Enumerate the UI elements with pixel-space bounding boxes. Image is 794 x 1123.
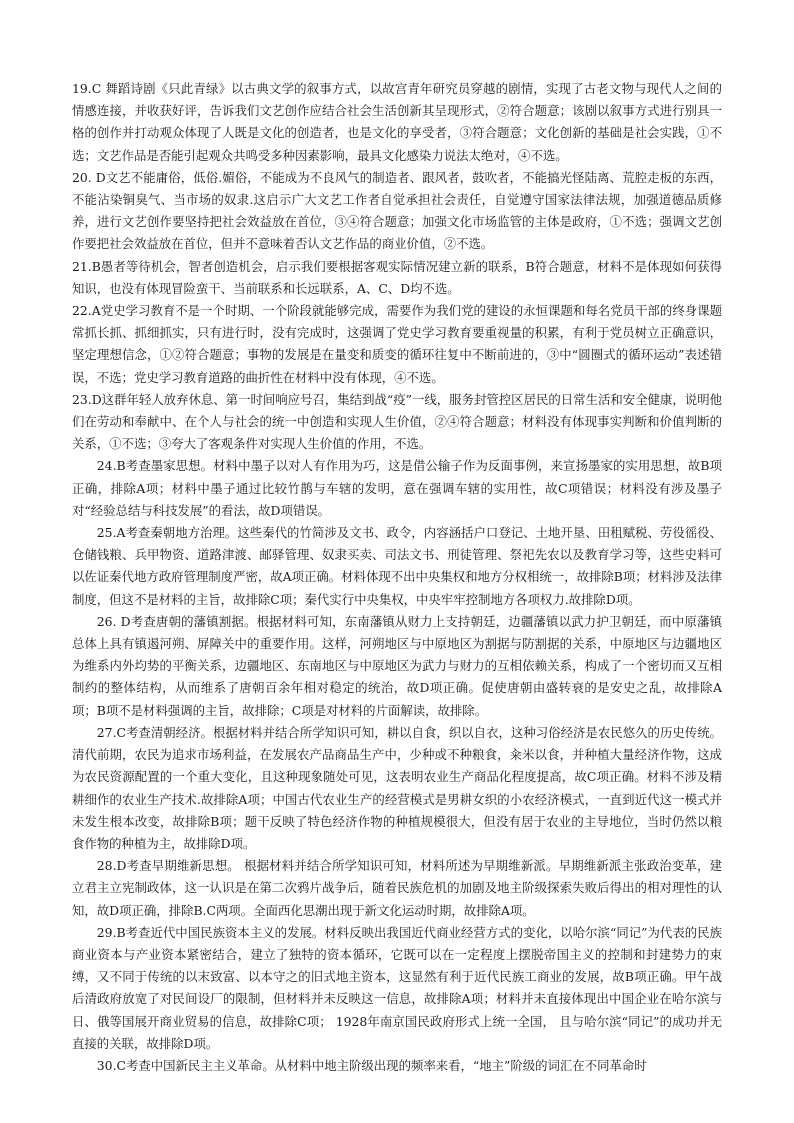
answer-paragraph-26: 26. D考查唐朝的藩镇割据。根据材料可知，东南藩镇从财力上支持朝廷，边疆藩镇以武力护卫朝廷，而中原藩镇总体上具有镇遏河朔、屏障关中的重要作用。这样，河朔地区与中原地区为割据与防割据的关系，中原地区与边疆地区为维系内外均势的平衡关系，边疆地区、东南地区与中原地区为武力与财力的互相依赖关系，构成了一个密切而又互相制约的整体结构，从而维系了唐朝百余年相对稳定的统治，故D项正确。促使唐朝由盛转衰的是安史之乱，故排除A项；B项不是材料强调的主旨，故排除；C项是对材料的片面解读，故排除。	[72, 613, 722, 718]
answer-paragraph-28: 28.D考查早期维新思想。 根据材料并结合所学知识可知，材料所述为早期维新派。早期维新派主张政治变革，建立君主立宪制政体，这一认识是在第二次鸦片战争后，随着民族危机的加剧及地主阶级探索失败后得出的相对理性的认知，故D项正确，排除B.C两项。全面西化思潮出现于新文化运动时期，故排除A项。	[72, 858, 722, 918]
answer-paragraph-27: 27.C考查清朝经济。根据材料并结合所学知识可知，耕以自食，织以自衣，这种习俗经济是农民悠久的历史传统。清代前期，农民为追求市场利益，在发展农产品商品生产中，少种或不种粮食，籴米以食，并种植大量经济作物，这成为农民资源配置的一个重大变化，且这种现象随处可见，这表明农业生产商品化程度提高，故C项正确。材料不涉及精耕细作的农业生产技术.故排除A项；中国古代农业生产的经营模式是男耕女织的小农经济模式，一直到近代这一模式并未发生根本改变，故排除B项；题干反映了特色经济作物的种植规模很大，但没有居于农业的主导地位，当时仍然以粮食作物的种植为主，故排除D项。	[72, 724, 722, 851]
answer-paragraph-23: 23.D这群年轻人放弃休息、第一时间响应号召，集结到战“疫”一线，服务封管控区居民的日常生活和安全健康，说明他们在劳动和奉献中、在个人与社会的统一中创造和实现人生价值，②④符合题意；材料没有体现事实判断和价值判断的关系，①不选；③夸大了客观条件对实现人生价值的作用，不选。	[72, 391, 722, 452]
answer-paragraph-24: 24.B考查墨家思想。材料中墨子以对人有作用为巧，这是借公输子作为反面事例，来宣扬墨家的实用思想，故B项正确，排除A项；材料中墨子通过比较竹鹊与车辖的发明，意在强调车辖的实用性，故C项错误；材料没有涉及墨子对“经验总结与科技发展”的看法，故D项错误。	[72, 458, 722, 518]
answer-paragraph-29: 29.B考查近代中国民族资本主义的发展。材料反映出我国近代商业经营方式的变化，以哈尔滨“同记”为代表的民族商业资本与产业资本紧密结合，建立了独特的资本循环，它既可以在一定程度上摆脱帝国主义的控制和封建势力的束缚，又不同于传统的以末致富、以本守之的旧式地主资本，这显然有利于近代民族工商业的发展，故B项正确。甲午战后清政府放宽了对民间设厂的限制，但材料并未反映这一信息，故排除A项；材料并未直接体现出中国企业在哈尔滨与日、俄等国展开商业贸易的信息，故排除C项； 1928年南京国民政府形式上统一全国， 且与哈尔滨“同记”的成功并无直接的关联，故排除D项。	[72, 924, 722, 1051]
answer-paragraph-22: 22.A党史学习教育不是一个时期、一个阶段就能够完成，需要作为我们党的建设的永恒课题和每名党员干部的终身课题常抓长抓、抓细抓实，只有进行时，没有完成时，这强调了党史学习教育要重视量的积累，有利于党员树立正确意识，坚定理想信念，①②符合题意；事物的发展是在量变和质变的循环往复中不断前进的，③中“圆圈式的循环运动”表述错误，不选；党史学习教育道路的曲折性在材料中没有体现，④不选。	[72, 303, 722, 385]
answer-paragraph-20: 20. D文艺不能庸俗，低俗.媚俗，不能成为不良风气的制造者、跟风者，鼓吹者，不能搞光怪陆离、荒腔走板的东西，不能沾染铜臭气、当市场的奴隶.这启示广大文艺工作者自觉承担社会责任，自觉遵守国家法律法规，加强道德品质修养，进行文艺创作要坚持把社会效益放在首位，③④符合题意；加强文化市场监管的主体是政府，①不选；强调文艺创作要把社会效益放在首位，但并不意味着否认文艺作品的商业价值，②不选。	[72, 169, 722, 252]
answer-paragraph-25: 25.A考查秦朝地方治理。这些秦代的竹简涉及文书、政令，内容涵括户口登记、土地开垦、田租赋税、劳役徭役、仓储钱粮、兵甲物资、道路津渡、邮驿管理、奴隶买卖、司法文书、刑徒管理、祭祀先农以及教育学习等，这些史料可以佐证秦代地方政府管理制度严密，故A项正确。材料体现不出中央集权和地方分权相统一，故排除B项；材料涉及法律制度，但这不是材料的主旨，故排除C项；秦代实行中央集权，中央牢牢控制地方各项权力.故排除D项。	[72, 525, 722, 607]
answer-paragraph-19: 19.C 舞蹈诗剧《只此青绿》以古典文学的叙事方式，以故宫青年研究员穿越的剧情，实现了古老文物与现代人之间的情感连接，并收获好评，告诉我们文艺创作应结合社会生活创新其呈现形式，②符合题意；该剧以叙事方式进行别具一格的创作并打动观众体现了人既是文化的创造者，也是文化的享受者，③符合题意；文化创新的基础是社会实践，①不选；文艺作品是否能引起观众共鸣受多种因素影响，最具文化感染力说法太绝对，④不选。	[72, 81, 722, 163]
answer-paragraph-21: 21.B愚者等待机会，智者创造机会，启示我们要根据客观实际情况建立新的联系，B符合题意，材料不是体现如何获得知识，也没有体现冒险蛮干、当前联系和长远联系，A、C、D均不选。	[72, 258, 722, 296]
document-page	[72, 78, 722, 1077]
answer-paragraph-30: 30.C考查中国新民主主义革命。从材料中地主阶级出现的频率来看，“地主”阶级的词汇在不同革命时	[96, 1057, 647, 1073]
